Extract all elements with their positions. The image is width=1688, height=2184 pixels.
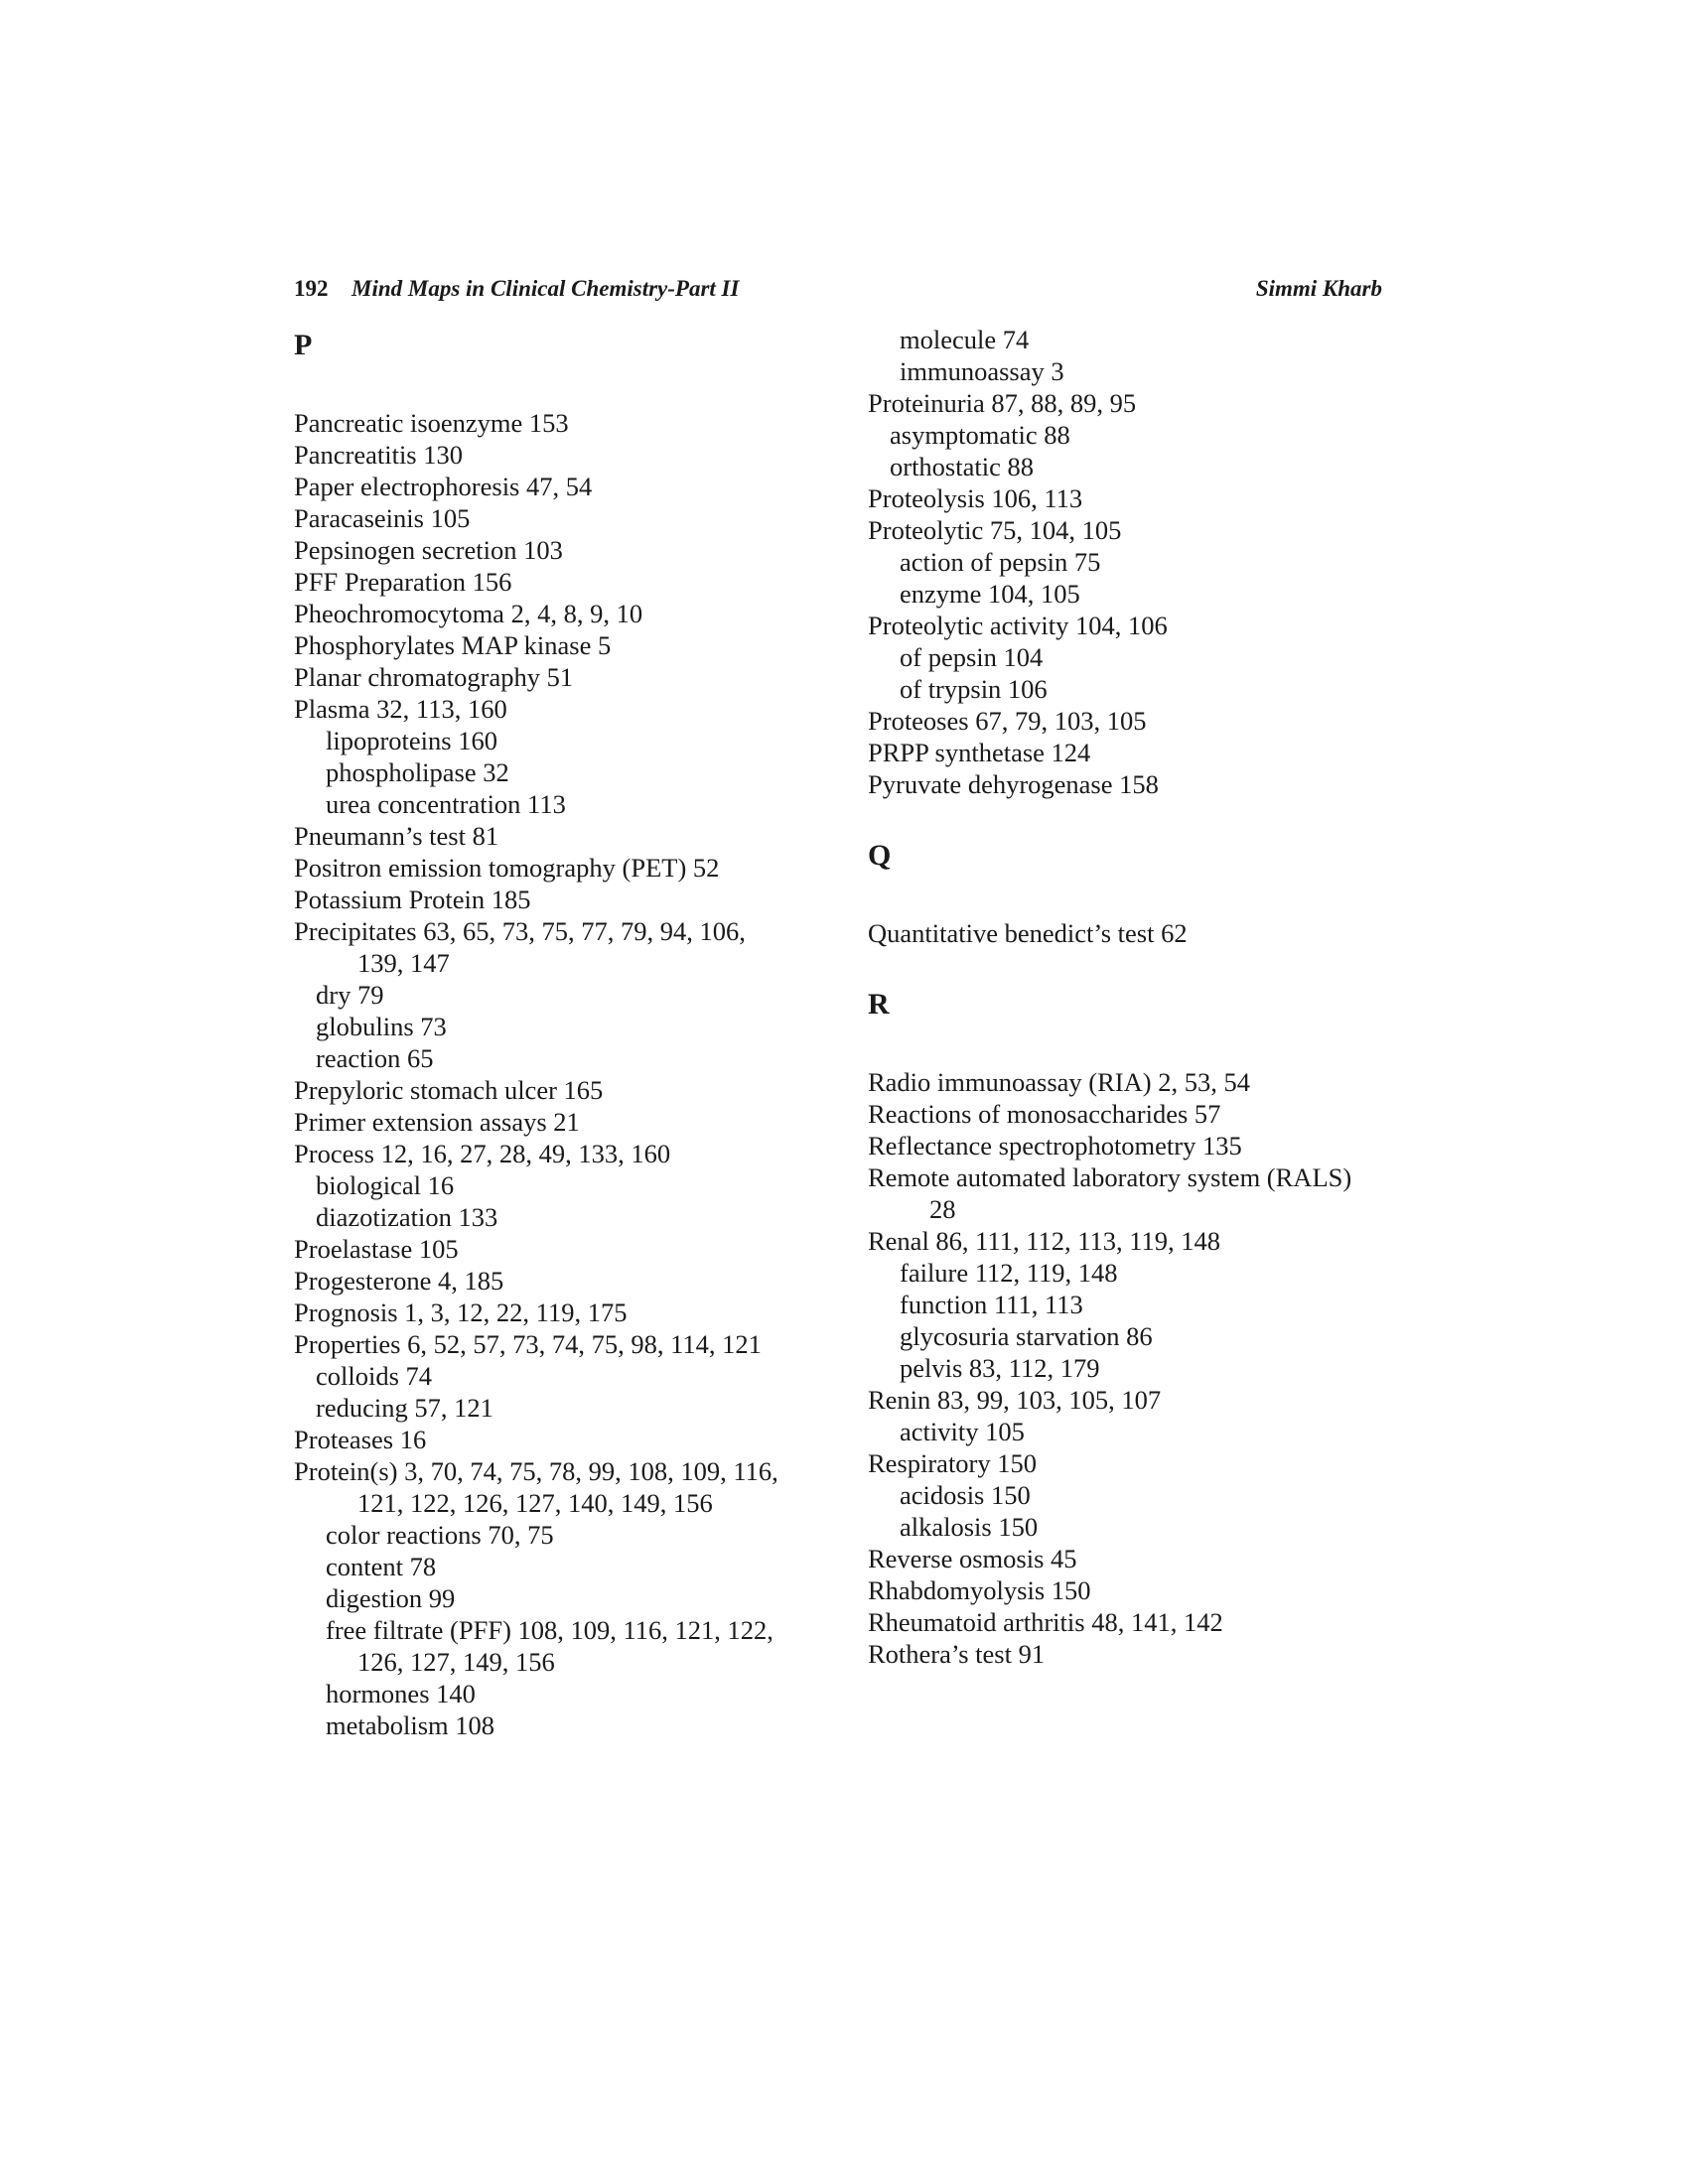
index-subentry: action of pepsin 75	[900, 547, 1101, 577]
index-subentry: reaction 65	[316, 1043, 434, 1073]
index-subentry: alkalosis 150	[900, 1512, 1039, 1542]
index-entry: Respiratory 150	[868, 1448, 1038, 1478]
index-entry: Potassium Protein 185	[294, 885, 531, 914]
index-subentry: orthostatic 88	[890, 452, 1034, 481]
index-subentry: failure 112, 119, 148	[900, 1258, 1118, 1288]
index-subentry: biological 16	[316, 1170, 455, 1200]
author-name: Simmi Kharb	[1255, 276, 1382, 301]
section-letter-p: P	[294, 329, 313, 361]
index-entry: Progesterone 4, 185	[294, 1266, 504, 1296]
index-entry: Pneumann’s test 81	[294, 821, 499, 851]
index-entry: Remote automated laboratory system (RALS)	[868, 1162, 1352, 1192]
index-subentry: pelvis 83, 112, 179	[900, 1353, 1100, 1383]
index-subentry: digestion 99	[326, 1583, 456, 1613]
index-subentry: color reactions 70, 75	[326, 1520, 554, 1550]
index-entry: Rhabdomyolysis 150	[868, 1575, 1091, 1605]
index-entry: Properties 6, 52, 57, 73, 74, 75, 98, 114, 121	[294, 1329, 762, 1359]
index-entry: Primer extension assays 21	[294, 1107, 580, 1137]
index-entry: Proteolytic activity 104, 106	[868, 611, 1168, 640]
index-entry: Proteolytic 75, 104, 105	[868, 515, 1122, 545]
index-entry: Phosphorylates MAP kinase 5	[294, 630, 612, 660]
index-entry: Pyruvate dehyrogenase 158	[868, 769, 1159, 799]
index-subentry: reducing 57, 121	[316, 1393, 493, 1423]
index-subentry: molecule 74	[900, 325, 1030, 354]
index-subentry: glycosuria starvation 86	[900, 1321, 1153, 1351]
section-letter-r: R	[868, 988, 890, 1021]
index-subentry: globulins 73	[316, 1012, 447, 1041]
index-subentry: dry 79	[316, 980, 384, 1010]
index-subentry: asymptomatic 88	[890, 420, 1070, 450]
index-subentry: colloids 74	[316, 1361, 433, 1391]
index-entry: Reactions of monosaccharides 57	[868, 1099, 1221, 1129]
index-entry: Prognosis 1, 3, 12, 22, 119, 175	[294, 1297, 628, 1327]
index-entry-continuation: 139, 147	[357, 948, 450, 978]
index-subentry: of trypsin 106	[900, 674, 1048, 704]
index-subentry: acidosis 150	[900, 1480, 1031, 1510]
index-entry: Precipitates 63, 65, 73, 75, 77, 79, 94, 106,	[294, 916, 746, 946]
index-subentry: diazotization 133	[316, 1202, 498, 1232]
index-entry-continuation: 121, 122, 126, 127, 140, 149, 156	[357, 1488, 713, 1518]
index-entry: Pepsinogen secretion 103	[294, 535, 563, 565]
page-header	[294, 270, 1382, 304]
index-subentry: metabolism 108	[326, 1710, 495, 1740]
index-entry: Renal 86, 111, 112, 113, 119, 148	[868, 1226, 1221, 1256]
index-entry: Proteoses 67, 79, 103, 105	[868, 706, 1147, 736]
index-subentry: phospholipase 32	[326, 757, 509, 787]
index-entry: PRPP synthetase 124	[868, 738, 1091, 767]
index-column-right	[868, 324, 1404, 1670]
index-entry-continuation: 28	[929, 1194, 956, 1224]
index-entry: Prepyloric stomach ulcer 165	[294, 1075, 604, 1105]
section-letter-q: Q	[868, 839, 892, 872]
index-entry: Paracaseinis 105	[294, 503, 471, 533]
index-column-left	[294, 324, 830, 1741]
index-entry: Positron emission tomography (PET) 52	[294, 853, 720, 883]
index-subentry: urea concentration 113	[326, 789, 566, 819]
index-subentry: free filtrate (PFF) 108, 109, 116, 121, 122,	[326, 1615, 774, 1645]
index-entry: Paper electrophoresis 47, 54	[294, 472, 593, 501]
index-entry: Process 12, 16, 27, 28, 49, 133, 160	[294, 1139, 671, 1168]
index-entry: Pancreatic isoenzyme 153	[294, 408, 569, 438]
index-subentry: lipoproteins 160	[326, 726, 497, 755]
index-entry: Renin 83, 99, 103, 105, 107	[868, 1385, 1162, 1415]
index-entry: Pancreatitis 130	[294, 440, 463, 470]
index-subentry: function 111, 113	[900, 1290, 1083, 1319]
index-entry: Reverse osmosis 45	[868, 1544, 1077, 1573]
index-entry: Planar chromatography 51	[294, 662, 574, 692]
index-subentry: activity 105	[900, 1417, 1025, 1446]
index-entry-continuation: 126, 127, 149, 156	[357, 1647, 555, 1677]
index-subentry: enzyme 104, 105	[900, 579, 1080, 609]
index-subentry: hormones 140	[326, 1679, 476, 1708]
index-subentry: immunoassay 3	[900, 356, 1064, 386]
index-subentry: content 78	[326, 1552, 437, 1581]
index-subentry: of pepsin 104	[900, 642, 1044, 672]
index-entry: Proteolysis 106, 113	[868, 483, 1083, 513]
index-entry: Rothera’s test 91	[868, 1639, 1046, 1669]
index-entry: Plasma 32, 113, 160	[294, 694, 507, 724]
index-entry: Proteinuria 87, 88, 89, 95	[868, 388, 1137, 418]
book-title: Mind Maps in Clinical Chemistry-Part II	[352, 276, 740, 301]
index-entry: Proteases 16	[294, 1425, 427, 1454]
index-entry: Quantitative benedict’s test 62	[868, 918, 1188, 948]
page-number: 192	[294, 276, 329, 301]
index-entry: Radio immunoassay (RIA) 2, 53, 54	[868, 1067, 1250, 1097]
index-entry: Rheumatoid arthritis 48, 141, 142	[868, 1607, 1223, 1637]
index-entry: Pheochromocytoma 2, 4, 8, 9, 10	[294, 599, 643, 628]
index-entry: Reflectance spectrophotometry 135	[868, 1131, 1242, 1160]
index-entry: Proelastase 105	[294, 1234, 459, 1264]
index-entry: Protein(s) 3, 70, 74, 75, 78, 99, 108, 109, 116,	[294, 1456, 778, 1486]
index-entry: PFF Preparation 156	[294, 567, 512, 597]
